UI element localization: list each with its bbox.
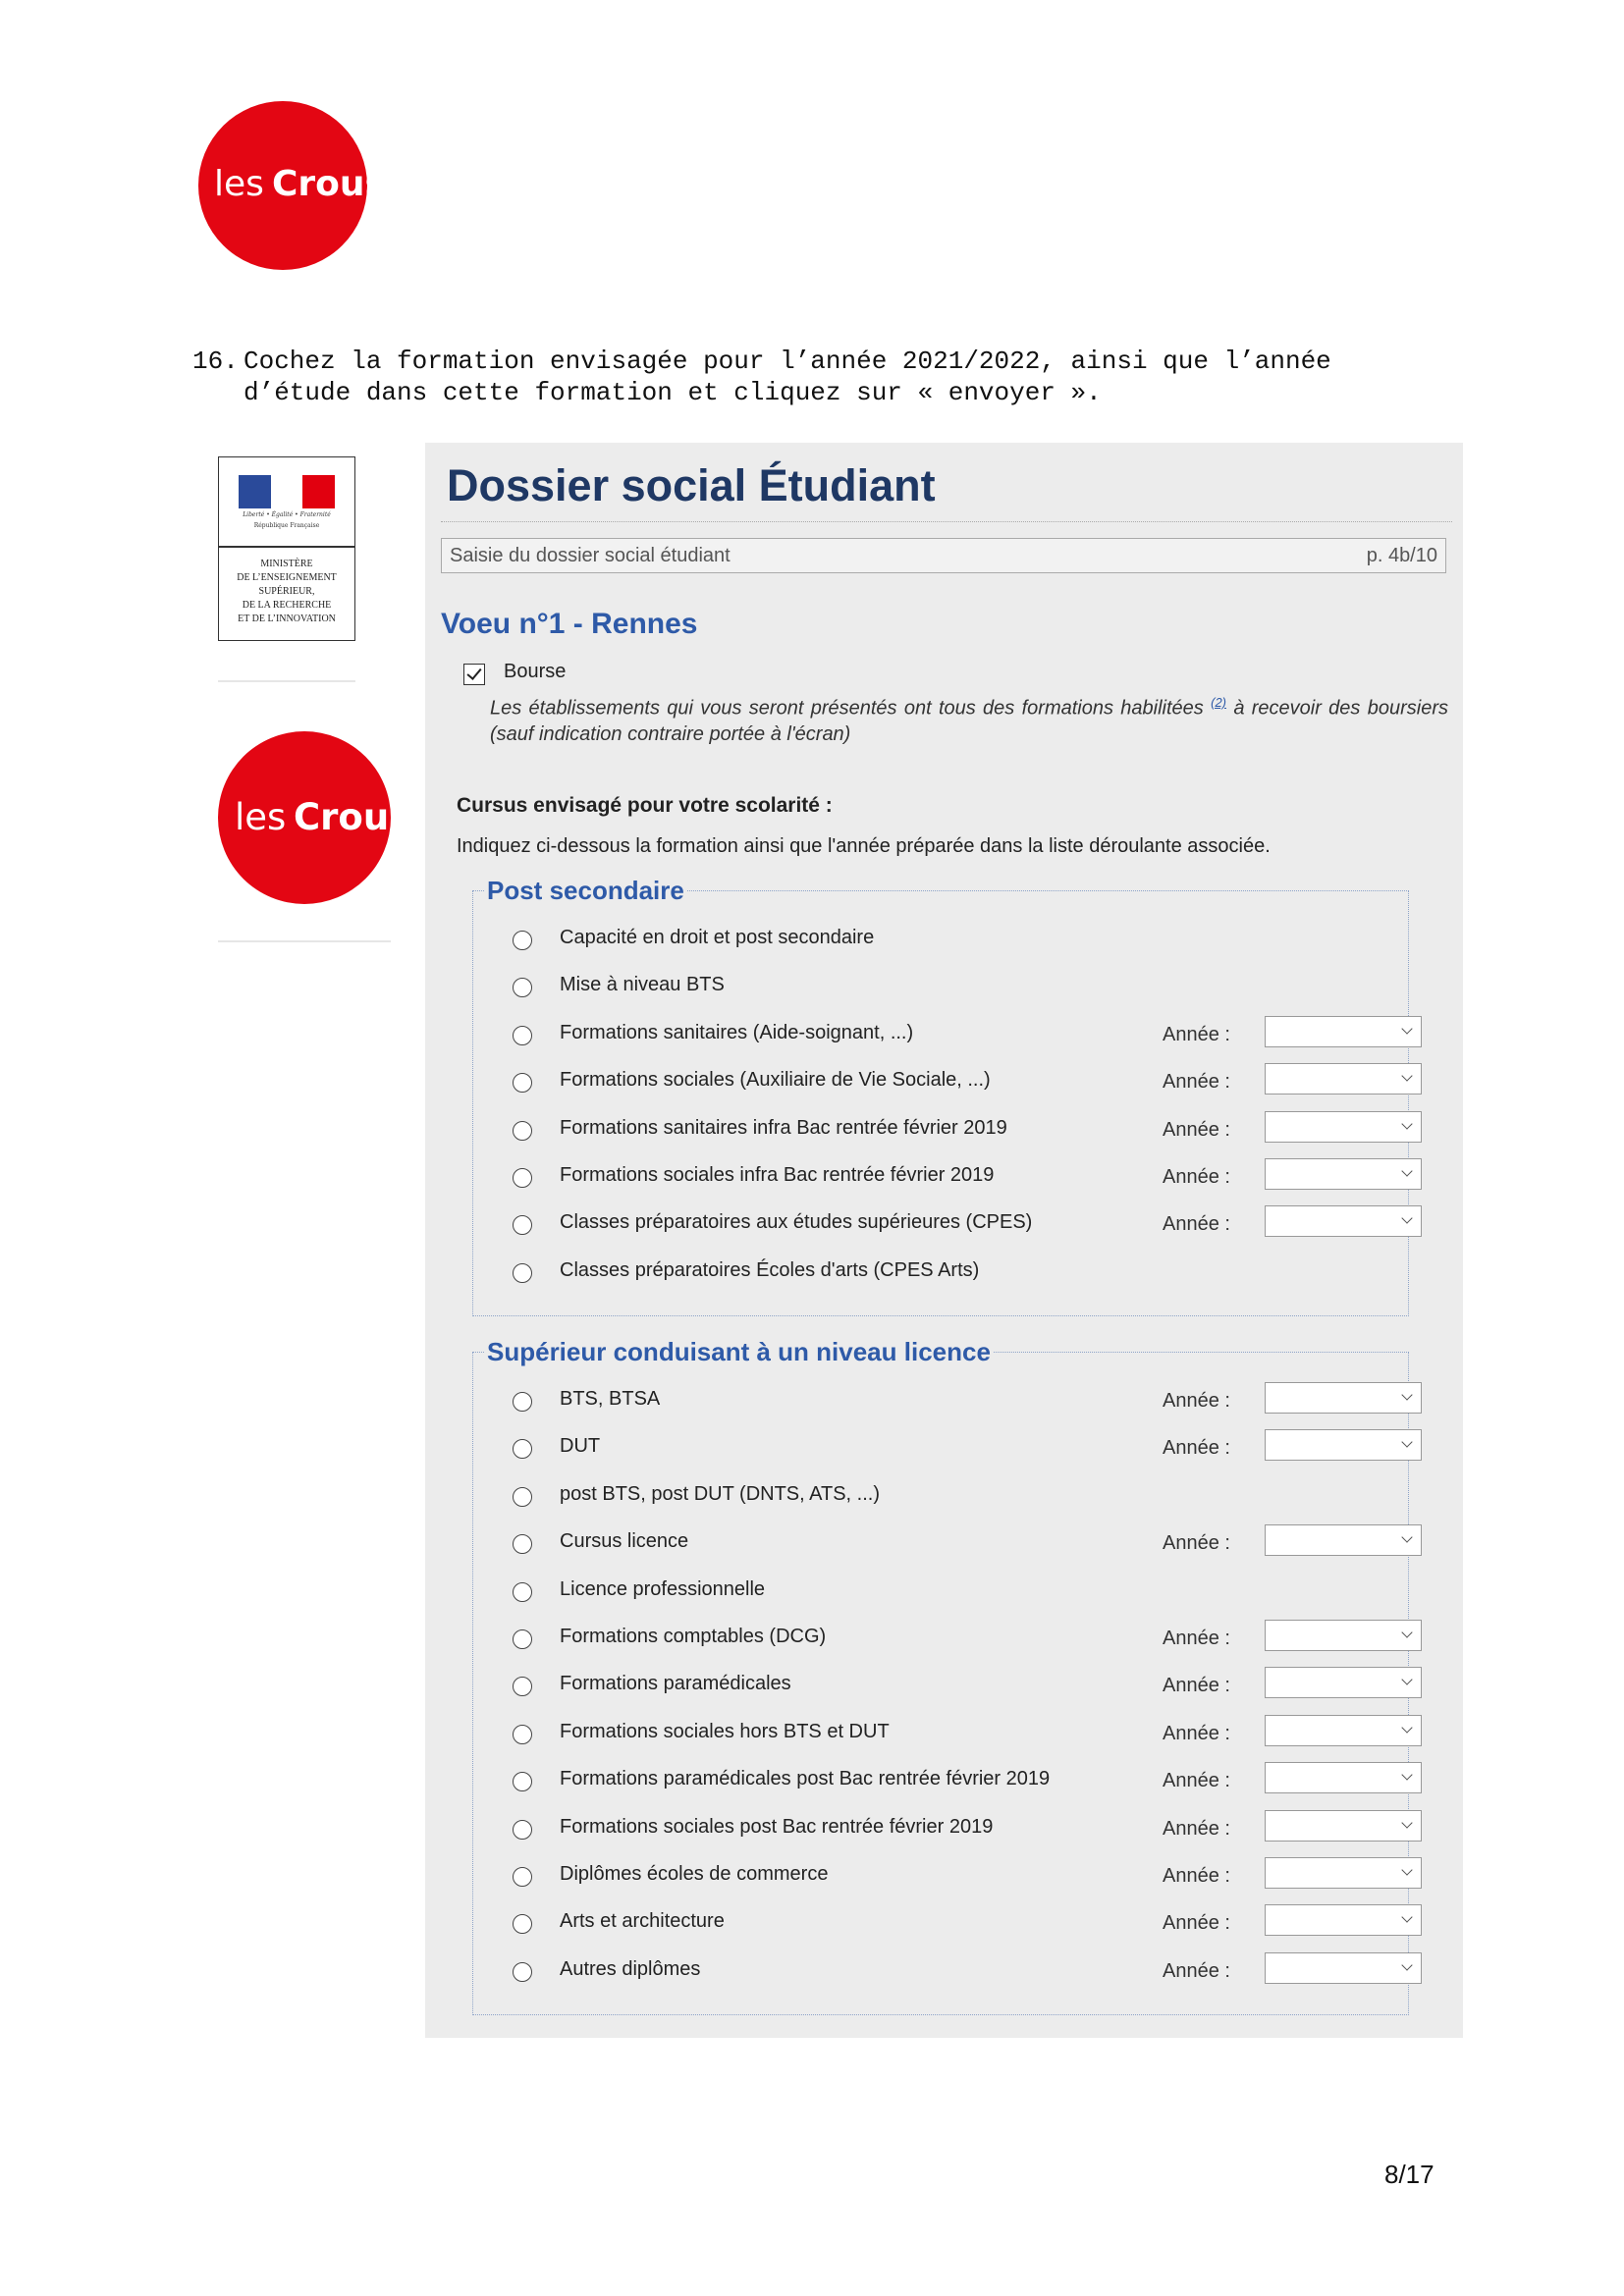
formation-label: Formations paramédicales post Bac rentrée février 2019 [560,1768,1051,1790]
year-label: Année : [1163,1817,1230,1840]
formation-radio[interactable] [513,1263,532,1283]
year-label: Année : [1163,1912,1230,1935]
formation-option[interactable] [513,1158,1396,1198]
year-label: Année : [1163,1071,1230,1094]
instruction-number: 16. [192,347,239,376]
year-label: Année : [1163,1628,1230,1649]
formation-label: Formations paramédicales [560,1673,791,1695]
year-select[interactable] [1265,1016,1422,1047]
formation-option[interactable] [513,1382,1396,1421]
ministry-motto: Liberté • Égalité • Fraternité [243,511,331,518]
formation-radio[interactable] [513,1121,532,1141]
year-label: Année : [1163,1213,1230,1236]
formation-option[interactable] [513,921,1396,960]
formation-option[interactable] [513,1620,1396,1659]
year-label: Année : [1163,1722,1230,1744]
formation-radio[interactable] [513,1439,532,1459]
ministry-name: MINISTÈRE DE L’ENSEIGNEMENT SUPÉRIEUR, DE LA RECHERCHE ET DE L’INNOVATION [237,559,337,624]
formation-radio[interactable] [513,1820,532,1840]
page-indicator: p. 4b/10 [1366,545,1437,566]
year-label: Année : [1163,1865,1230,1887]
formation-label: Formations sociales (Auxiliaire de Vie Sociale, ...) [560,1069,991,1092]
group-legend: Supérieur conduisant à un niveau licence [487,1337,991,1366]
year-label: Année : [1163,1437,1230,1460]
formation-radio[interactable] [513,1914,532,1934]
formation-radio[interactable] [513,978,532,997]
formation-option[interactable] [513,1952,1396,1992]
ministry-republic: République Française [253,522,320,529]
formation-label: Arts et architecture [560,1910,725,1933]
formation-label: post BTS, post DUT (DNTS, ATS, ...) [560,1482,880,1505]
year-label: Année : [1163,1532,1230,1555]
marianne-flag-icon [239,475,335,508]
footnote-link[interactable]: (2) [1211,695,1226,710]
formation-option[interactable] [513,1205,1396,1245]
year-select[interactable] [1265,1810,1422,1842]
bourse-checkbox[interactable] [463,664,485,685]
formation-label: Capacité en droit et post secondaire [560,927,875,948]
cursus-heading: Cursus envisagé pour votre scolarité : [457,794,833,817]
year-select[interactable] [1265,1620,1422,1651]
form-panel [425,443,1463,2038]
formation-option[interactable] [513,1429,1396,1468]
formation-radio[interactable] [513,1215,532,1235]
bourse-label: Bourse [504,661,567,682]
year-label: Année : [1163,1023,1230,1045]
formation-label: Classes préparatoires aux études supérieures (CPES) [560,1211,1033,1234]
year-select[interactable] [1265,1429,1422,1461]
formation-radio[interactable] [513,1725,532,1744]
ministry-logo [218,456,355,641]
year-select[interactable] [1265,1205,1422,1237]
formation-radio[interactable] [513,931,532,950]
year-select[interactable] [1265,1667,1422,1698]
voeu-heading: Voeu n°1 - Rennes [441,608,698,640]
crous-logo-crous: Crous [272,164,386,204]
formation-radio[interactable] [513,1772,532,1791]
year-select[interactable] [1265,1382,1422,1414]
formation-label: Formations comptables (DCG) [560,1626,827,1647]
page-number: 8/17 [1384,2160,1435,2189]
formation-radio[interactable] [513,1629,532,1649]
formation-option[interactable] [513,1857,1396,1896]
year-label: Année : [1163,1959,1230,1982]
formation-radio[interactable] [513,1026,532,1045]
formation-label: BTS, BTSA [560,1388,661,1410]
formation-option[interactable] [513,1524,1396,1564]
crous-logo-crous: Crous [294,796,411,838]
year-label: Année : [1163,1675,1230,1697]
formation-option[interactable] [513,968,1396,1007]
year-select[interactable] [1265,1715,1422,1746]
page-title: Dossier social Étudiant [447,460,936,510]
crous-logo-les: les [214,164,264,204]
year-label: Année : [1163,1770,1230,1792]
formation-radio[interactable] [513,1962,532,1982]
year-select[interactable] [1265,1904,1422,1936]
formation-option[interactable] [513,1667,1396,1706]
formation-label: Formations sanitaires (Aide-soignant, ...) [560,1021,914,1043]
formation-option[interactable] [513,1573,1396,1612]
indication-text: Indiquez ci-dessous la formation ainsi que l'année préparée dans la liste déroulante associée. [457,835,1271,857]
formation-label: Autres diplômes [560,1957,701,1980]
group-legend: Post secondaire [487,876,684,905]
year-select[interactable] [1265,1524,1422,1556]
group-superieur-licence [472,1337,1409,2015]
formation-option[interactable] [513,1111,1396,1150]
group-post-secondaire [472,876,1409,1316]
sidebar-divider [218,680,355,682]
formation-label: Formations sociales infra Bac rentrée février 2019 [560,1164,995,1186]
formation-radio[interactable] [513,1168,532,1188]
formation-radio[interactable] [513,1392,532,1412]
bourse-note: Les établissements qui vous seront présentés ont tous des formations habilitées $^{(2)}$ à recevoir des boursiers (sauf indication contraire portée à l'écran) [490,695,1448,745]
year-select[interactable] [1265,1158,1422,1190]
year-label: Année : [1163,1118,1230,1141]
formation-label: Classes préparatoires Écoles d'arts (CPES Arts) [560,1258,980,1281]
formation-option[interactable] [513,1904,1396,1944]
formation-option[interactable] [513,1810,1396,1849]
instruction-line-1: Cochez la formation envisagée pour l’année 2021/2022, ainsi que l’année [244,347,1331,376]
year-label: Année : [1163,1390,1230,1412]
formation-label: Diplômes écoles de commerce [560,1863,829,1885]
formation-option[interactable] [513,1477,1396,1517]
crous-logo-les: les [235,796,287,838]
formation-option[interactable] [513,1715,1396,1754]
year-select[interactable] [1265,1762,1422,1793]
formation-label: DUT [560,1435,601,1458]
formation-label: Cursus licence [560,1530,689,1553]
crous-logo-side [218,731,411,904]
subtitle: Saisie du dossier social étudiant [450,545,731,566]
subtitle-bar [441,538,1446,573]
formation-radio[interactable] [513,1534,532,1554]
year-select[interactable] [1265,1111,1422,1143]
crous-logo-top [198,101,386,270]
formation-radio[interactable] [513,1073,532,1093]
formation-radio[interactable] [513,1867,532,1887]
instruction-line-2: d’étude dans cette formation et cliquez sur « envoyer ». [244,378,1102,407]
formation-label: Formations sanitaires infra Bac rentrée février 2019 [560,1116,1007,1139]
formation-label: Formations sociales hors BTS et DUT [560,1720,890,1742]
year-label: Année : [1163,1166,1230,1188]
formation-radio[interactable] [513,1677,532,1696]
sidebar-divider [218,940,391,942]
formation-label: Formations sociales post Bac rentrée février 2019 [560,1815,994,1838]
formation-option[interactable] [513,1063,1396,1102]
year-select[interactable] [1265,1063,1422,1095]
formation-option[interactable] [513,1762,1396,1801]
formation-radio[interactable] [513,1582,532,1602]
formation-option[interactable] [513,1016,1396,1055]
formation-label: Mise à niveau BTS [560,974,725,996]
year-select[interactable] [1265,1952,1422,1984]
year-select[interactable] [1265,1857,1422,1889]
formation-label: Licence professionnelle [560,1577,766,1600]
formation-option[interactable] [513,1254,1396,1293]
formation-radio[interactable] [513,1487,532,1507]
